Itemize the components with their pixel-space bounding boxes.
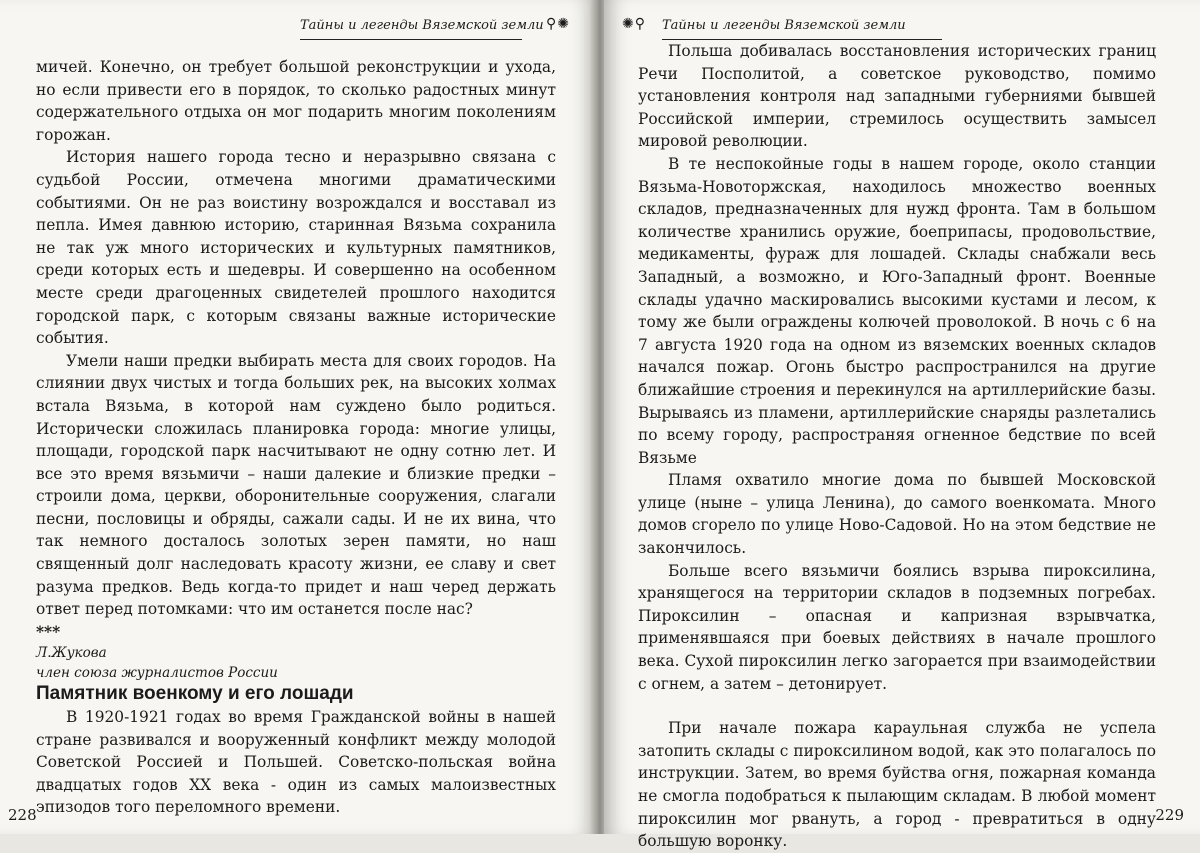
section-separator: *** — [36, 622, 61, 641]
running-head-left — [300, 14, 570, 40]
page-number-right: 229 — [1155, 806, 1184, 824]
left-page-text — [36, 56, 556, 819]
paragraph: Умели наши предки выбирать места для своих городов. На слиянии двух чистых и тогда больших рек, на высоких холмах встала Вязьма, в которой нам суждено было родиться. Исторически сложилась планировка города: многие улицы, площади, городской парк насчитывают не одну сотню лет. И все это время вязьмичи – наши далекие и близкие предки – строили дома, церкви, оборонительные сооружения, слагали песни, пословицы и обряды, сажали сады. И не их вина, что так немного досталось золотых зерен памяти, но наш священный долг наследовать красоту жизни, ее славу и свет разума предков. Ведь когда-то придет и наш черед держать ответ перед потомками: что им останется после нас? — [36, 351, 556, 619]
section-heading: Памятник военкому и его лошади — [36, 683, 354, 705]
paragraph: В 1920-1921 годах во время Гражданской войны в нашей стране развивался и вооруженный конфликт между молодой Советской Россией и Польшей. Советско-польская война двадцатых годов XX века - один из самых малоизвестных эпизодов того переломного времени. — [36, 708, 556, 817]
running-head-rule — [300, 39, 522, 40]
ornament-icon: ✺⚲ — [622, 16, 646, 32]
right-page — [604, 0, 1200, 851]
author-role: член союза журналистов России — [36, 665, 278, 682]
paragraph: При начале пожара караульная служба не успела затопить склады с пироксилином водой, как это полагалось по инструкции. Затем, во время буйства огня, пожарная команда не смогла подобраться к пылающим складам. В любой момент пироксилин мог рвануть, а город - превратиться в одну большую воронку. — [638, 719, 1156, 851]
author-name: Л.Жукова — [36, 645, 107, 662]
paragraph: История нашего города тесно и неразрывно связана с судьбой России, отмечена многими драматическими событиями. Он не раз воистину возрождался и восставал из пепла. Имея давнюю историю, старинная Вязьма сохранила не так уж много исторических и культурных памятников, среди которых есть и шедевры. И совершенно на особенном месте среди драгоценных свидетелей прошлого находится городской парк, с которым связаны важные исторические события. — [36, 148, 556, 348]
page-number-left: 228 — [8, 806, 37, 824]
paragraph: мичей. Конечно, он требует большой реконструкции и ухода, но если привести его в порядок, то сколько радостных минут содержательного отдыха он мог подарить многим поколениям горожан. — [36, 58, 556, 144]
right-page-text — [638, 40, 1156, 853]
paragraph: Пламя охватило многие дома по бывшей Московской улице (ныне – улица Ленина), до самого военкомата. Много домов сгорело по улице Ново-Садовой. Но на этом бедствие не закончилось. — [638, 471, 1156, 558]
paragraph-gap — [638, 695, 1156, 717]
running-head-title: Тайны и легенды Вяземской земли — [662, 18, 906, 33]
paragraph: Больше всего вязьмичи боялись взрыва пироксилина, хранящегося на территории складов в подземных погребах. Пироксилин – опасная и капризная взрывчатка, применявшаяся при боевых действиях в начале прошлого века. Сухой пироксилин легко загорается при взаимодействии с огнем, а затем – детонирует. — [638, 561, 1156, 693]
paragraph: В те неспокойные годы в нашем городе, около станции Вязьма-Новоторжская, находилось множество военных складов, предназначенных для нужд фронта. Там в большом количестве хранились оружие, боеприпасы, продовольствие, медикаменты, фураж для лошадей. Склады снабжали весь Западный, а возможно, и Юго-Западный фронт. Военные склады удачно маскировались высокими кустами и лесом, к тому же были ограждены колючей проволокой. В ночь с 6 на 7 августа 1920 года на одном из вяземских военных складов начался пожар. Огонь быстро распространился на другие ближайшие строения и перекинулся на артиллерийские базы. Вырываясь из пламени, артиллерийские снаряды разлетались по всему городу, распространяя огненное бедствие по всей Вязьме — [638, 154, 1156, 467]
paragraph: Польша добивалась восстановления исторических границ Речи Посполитой, а советское руководство, помимо установления контроля над западными губерниями бывшей Российской империи, стремилось осуществить замысел мировой революции. — [638, 42, 1156, 151]
running-head-right — [622, 14, 942, 40]
left-page — [0, 0, 596, 834]
ornament-icon: ⚲✺ — [546, 16, 570, 32]
running-head-title: Тайны и легенды Вяземской земли — [300, 18, 544, 33]
